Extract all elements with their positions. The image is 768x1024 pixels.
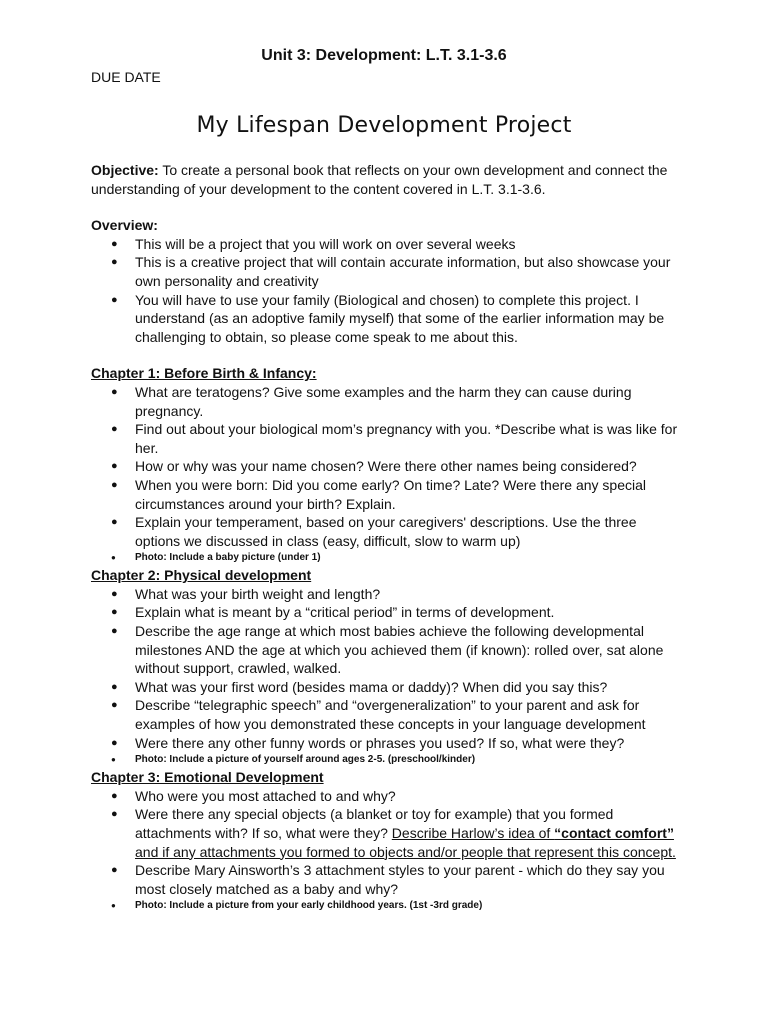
unit-heading: Unit 3: Development: L.T. 3.1-3.6 xyxy=(261,47,507,64)
list-item: ● What are teratogens? Give some examples and the harm they can cause during pregnancy. xyxy=(91,383,681,420)
chapter-3-heading: Chapter 3: Emotional Development xyxy=(91,769,324,786)
list-item: ● Find out about your biological mom’s pregnancy with you. *Describe what is was like for her. xyxy=(91,420,681,457)
document-body xyxy=(91,161,681,914)
project-title: My Lifespan Development Project xyxy=(196,113,572,138)
overview-list xyxy=(91,235,681,347)
list-item: ● Describe the age range at which most babies achieve the following developmental milestones AND the age at which you achieved them (if known): rolled over, sat alone without support, crawled, walked. xyxy=(91,622,681,678)
objective-text: To create a personal book that reflects on your own development and connect the understanding of your development to the content covered in L.T. 3.1-3.6. xyxy=(91,162,668,197)
harlow-text-end: and if any attachments you formed to objects and/or people that represent this concept. xyxy=(135,843,676,860)
list-item: ● Were there any other funny words or phrases you used? If so, what were they? xyxy=(91,734,681,753)
objective-label: Objective: xyxy=(91,162,159,178)
list-item: ● What was your first word (besides mama or daddy)? When did you say this? xyxy=(91,678,681,697)
chapter-3-list xyxy=(91,787,681,915)
chapter-2-heading: Chapter 2: Physical development xyxy=(91,567,312,584)
list-item: ● When you were born: Did you come early? On time? Late? Were there any special circumstances around your birth? Explain. xyxy=(91,476,681,513)
chapter-1-list xyxy=(91,383,681,566)
list-item: ● How or why was your name chosen? Were there other names being considered? xyxy=(91,457,681,476)
item-text: Were there any special objects (a blanket or toy for example) that you formed attachments with? If so, what were they? xyxy=(135,806,614,841)
photo-instruction: ● Photo: Include a picture of yourself around ages 2-5. (preschool/kinder) xyxy=(91,752,681,768)
list-item: ● This is a creative project that will contain accurate information, but also showcase your own personality and creativity xyxy=(91,253,681,290)
objective-paragraph xyxy=(91,161,681,198)
list-item: ● Describe “telegraphic speech” and “overgeneralization” to your parent and ask for examples of how you demonstrated these concepts in your language development xyxy=(91,696,681,733)
harlow-text: Describe Harlow’s idea of xyxy=(391,825,555,841)
chapter-1-heading: Chapter 1: Before Birth & Infancy: xyxy=(91,365,317,382)
photo-instruction: ● Photo: Include a picture from your early childhood years. (1st -3rd grade) xyxy=(91,898,681,914)
photo-instruction: ● Photo: Include a baby picture (under 1) xyxy=(91,550,681,566)
list-item: ● Explain your temperament, based on your caregivers' descriptions. Use the three options we discussed in class (easy, difficult, slow to warm up) xyxy=(91,513,681,550)
list-item: ● This will be a project that you will work on over several weeks xyxy=(91,235,681,254)
overview-label: Overview: xyxy=(91,217,158,234)
list-item: ● You will have to use your family (Biological and chosen) to complete this project. I understand (as an adoptive family myself) that some of the earlier information may be challenging to obtain, so please come speak to me about this. xyxy=(91,291,681,347)
contact-comfort-term: “contact comfort” xyxy=(554,825,674,841)
list-item: ● Describe Mary Ainsworth’s 3 attachment styles to your parent - which do they say you most closely matched as a baby and why? xyxy=(91,861,681,898)
list-item: ● What was your birth weight and length? xyxy=(91,585,681,604)
list-item xyxy=(91,805,681,861)
list-item: ● Who were you most attached to and why? xyxy=(91,787,681,806)
due-date-label: DUE DATE xyxy=(91,69,161,85)
list-item: ● Explain what is meant by a “critical period” in terms of development. xyxy=(91,603,681,622)
chapter-2-list xyxy=(91,585,681,768)
